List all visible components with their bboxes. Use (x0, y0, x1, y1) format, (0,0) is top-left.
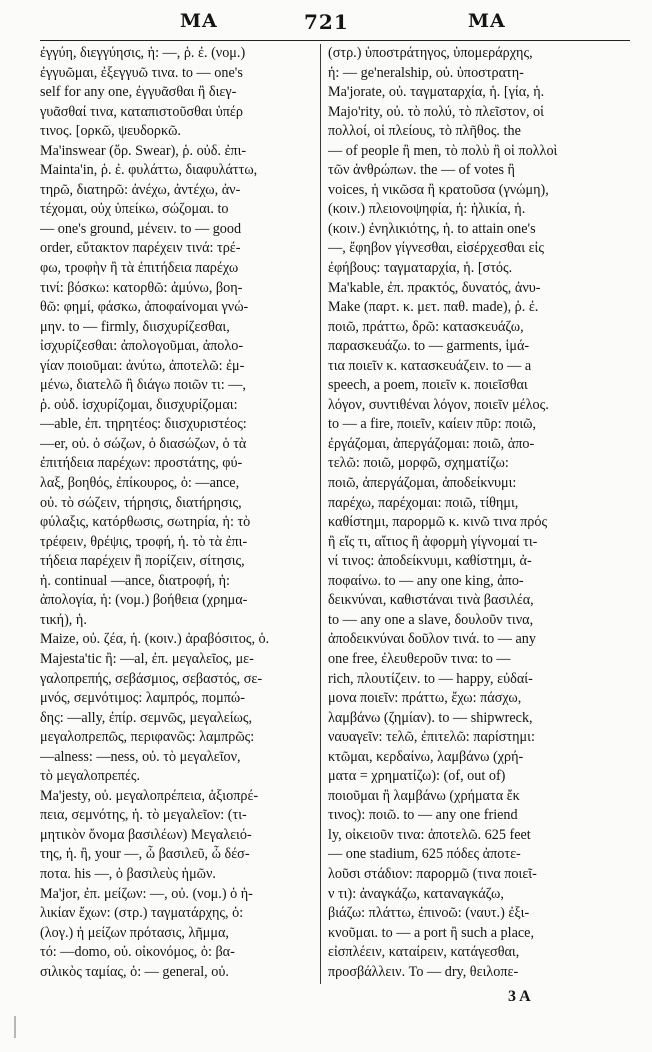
text-line: λόγον, συντιθέναι λόγον, ποιεῖν μέλος. (328, 396, 549, 413)
text-line: speech, a poem, ποιεῖν κ. ποιεῖσθαι (328, 377, 528, 394)
left-column (40, 44, 316, 982)
column-divider (320, 44, 321, 984)
text-line: μένω, διατελῶ ἢ διάγω ποιῶν τι: —, (40, 377, 246, 394)
text-line: (κοιν.) ἐνηλικιότης, ἡ. to attain one's (328, 220, 536, 237)
text-line: της, ἡ. ἢ, your —, ὦ βασιλεῦ, ὦ δέσ- (40, 846, 250, 863)
text-line: ἰσχυρίζεσθαι: ἀπολογοῦμαι, ἀπολο- (40, 338, 244, 355)
text-line: Ma'jor, ἐπ. μείζων: —, οὐ. (νομ.) ὁ ἡ- (40, 885, 253, 902)
text-line: voices, ἡ νικῶσα ἢ κρατοῦσα (γνώμη), (328, 181, 549, 198)
text-line: φύλαξις, κατόρθωσις, σωτηρία, ἡ: τὸ (40, 514, 251, 531)
text-line: ποτα. his —, ὁ βασιλεὺς ἡμῶν. (40, 865, 216, 882)
text-line: σιλικὸς ταμίας, ὁ: — general, οὐ. (40, 963, 229, 980)
text-line: μην. to — firmly, διισχυρίζεσθαι, (40, 318, 230, 335)
text-line: νί τινος: ἀποδείκνυμι, καθίστημι, ἀ- (328, 553, 532, 570)
text-line: one free, ἐλευθεροῦν τινα: to — (328, 650, 511, 667)
text-line: τήδεια παρέχειν ἢ πορίζειν, σίτησις, (40, 553, 245, 570)
text-line: ἀποδεικνύναι δοῦλον τινά. to — any (328, 631, 536, 648)
text-line: ἀπολογία, ἡ: (νομ.) βοήθεια (χρημα- (40, 592, 248, 609)
text-line: πολλοί, οἱ πλείους, τὸ πλῆθος. the (328, 123, 521, 140)
text-line: κνοῦμαι. to — a port ἢ such a place, (328, 924, 535, 941)
text-line: κτῶμαι, κερδαίνω, λαμβάνω (χρή- (328, 748, 524, 765)
text-line: τική), ἡ. (40, 611, 87, 628)
text-line: ἐπιτήδεια παρέχων: προστάτης, φύ- (40, 455, 243, 472)
text-line: θῶ: φημί, φάσκω, ἀποφαίνομαι γνώ- (40, 299, 249, 316)
text-line: ἢ εἴς τι, αἴτιος ἢ ἀφορμὴ γίγνομαί τι- (328, 533, 538, 550)
header-rule (40, 40, 630, 41)
text-line: μονα ποιεῖν: πράττω, ἔχω: πάσχω, (328, 690, 522, 707)
text-line: δεικνύναι, καθιστάναι τινὰ βασιλέα, (328, 592, 534, 609)
running-header (40, 10, 630, 40)
right-column (328, 44, 622, 982)
text-line: εἰσπλέειν, καταίρειν, κατάγεσθαι, (328, 944, 520, 961)
text-line: Maize, οὐ. ζέα, ἡ. (κοιν.) ἀραβόσιτος, ὁ. (40, 631, 270, 648)
text-line: ly, οἰκειοῦν τινα: ἀποτελῶ. 625 feet (328, 826, 531, 843)
text-line: τό: —domo, οὐ. οἰκονόμος, ὁ: βα- (40, 944, 235, 961)
text-line: Ma'kable, ἐπ. πρακτός, δυνατός, ἀνυ- (328, 279, 541, 296)
signature-mark: 3 A (508, 988, 531, 1005)
text-line: ποιῶ, ἀπεργάζομαι, ἀποδείκνυμι: (328, 475, 517, 492)
text-line: ἐργάζομαι, ἀπεργάζομαι: ποιῶ, ἀπο- (328, 435, 535, 452)
text-line: τια ποιεῖν κ. κατασκευάζειν. to — a (328, 357, 532, 374)
text-line: ν τι): ἀναγκάζω, καταναγκάζω, (328, 885, 504, 902)
text-line: (στρ.) ὑποστράτηγος, ὑπομεράρχης, (328, 45, 533, 61)
text-line: τελῶ: ποιῶ, μορφῶ, σχηματίζω: (328, 455, 509, 472)
text-line: μνός, σεμνότιμος: λαμπρός, πομπώ- (40, 690, 245, 707)
text-line: — one stadium, 625 πόδες ἀποτε- (328, 846, 521, 863)
text-line: ματα = χρηματίζω): (of, out of) (328, 768, 506, 785)
text-line: —able, ἐπ. τηρητέος: διισχυριστέος: (40, 416, 247, 433)
text-line: παρέχω, παρέχομαι: ποιῶ, τίθημι, (328, 494, 519, 511)
text-line: λαξ, βοηθός, ἐπίκουρος, ὁ: —ance, (40, 475, 240, 492)
text-line: τινί: βόσκω: κατορθῶ: ἀμύνω, βοη- (40, 279, 243, 296)
page-number: 721 (304, 10, 349, 34)
text-line: ποφαίνω. to — any one king, ἀπο- (328, 572, 524, 589)
text-line: —alness: —ness, οὐ. τὸ μεγαλεῖον, (40, 748, 241, 765)
text-line: Majesta'tic ἢ: —al, ἐπ. μεγαλεῖος, με- (40, 650, 254, 667)
guide-word-left: MA (180, 10, 218, 32)
text-line: μητικὸν ὄνομα βασιλέων) Μεγαλειό- (40, 826, 252, 843)
text-line: οὐ. τὸ σώζειν, τήρησις, διατήρησις, (40, 494, 242, 511)
text-line: ποιοῦμαι ἢ λαμβάνω (χρήματα ἔκ (328, 787, 520, 804)
text-line: φω, τροφὴν ἢ τὰ ἐπιτήδεια παρέχω (40, 260, 239, 277)
text-line: παρασκευάζω. to — garments, ἱμά- (328, 338, 530, 355)
text-line: βιάζω: πλάττω, ἐπινοῶ: (ναυτ.) ἐξι- (328, 905, 530, 922)
text-line: ἡ. continual —ance, διατροφή, ἡ: (40, 572, 230, 589)
text-line: τέχομαι, οὐχ ὑπείκω, σώζομαι. to (40, 201, 229, 218)
text-line: —, ἔφηβον γίγνεσθαι, εἰσέρχεσθαι εἰς (328, 240, 544, 257)
text-line: γίαν ποιοῦμαι: ἀνύτω, ἀποτελῶ: ἐμ- (40, 357, 245, 374)
text-line: τηρῶ, διατηρῶ: ἀνέχω, ἀντέχω, ἀν- (40, 181, 241, 198)
text-line: — one's ground, μένειν. to — good (40, 220, 242, 237)
text-line: Majo'rity, οὐ. τὸ πολύ, τὸ πλεῖστον, οἱ (328, 103, 544, 120)
text-line: ἐγγυῶμαι, ἐξεγγυῶ τινα. to — one's (40, 64, 243, 81)
scan-edge-mark (14, 1016, 16, 1038)
text-line: ἐφήβους: ταγματαρχία, ἡ. [στός. (328, 260, 513, 277)
text-line: ἡ: — ge'neralship, οὐ. ὑποστρατη- (328, 64, 524, 81)
text-line: τὸ μεγαλοπρεπές. (40, 768, 141, 785)
text-line: order, εὔτακτον παρέχειν τινά: τρέ- (40, 240, 241, 257)
text-line: προσβάλλειν. To — dry, θειλοπε- (328, 963, 519, 980)
guide-word-right: MA (468, 10, 506, 32)
text-line: ναυαγεῖν: τελῶ, ἐπιτελῶ: παρίστημι: (328, 729, 535, 746)
text-line: self for any one, ἐγγυᾶσθαι ἢ διεγ- (40, 84, 237, 101)
text-line: λικίαν ἔχων: (στρ.) ταγματάρχης, ὁ: (40, 905, 244, 922)
text-line: Ma'jorate, οὐ. ταγματαρχία, ἡ. [γία, ἡ. (328, 84, 545, 101)
text-line: rich, πλουτίζειν. to — happy, εὐδαί- (328, 670, 533, 687)
text-line: τρέφειν, θρέψις, τροφή, ἡ. τὸ τὰ ἐπι- (40, 533, 248, 550)
text-line: (λογ.) ἡ μείζων πρότασις, λῆμμα, (40, 924, 229, 941)
text-line: λοῦσι στάδιον: παρορμῶ (τινα ποιεῖ- (328, 865, 537, 882)
text-line: τῶν ἀνθρώπων. the — of votes ἢ (328, 162, 515, 179)
text-line: to — any one a slave, δουλοῦν τινα, (328, 611, 534, 628)
text-line: ἐγγύη, διεγγύησις, ἡ: —, ῥ. ἐ. (νομ.) (40, 45, 246, 61)
text-line: Ma'jesty, οὐ. μεγαλοπρέπεια, ἀξιοπρέ- (40, 787, 259, 804)
text-line: λαμβάνω (ζημίαν). to — shipwreck, (328, 709, 533, 726)
text-line: ῥ. οὐδ. ἰσχυρίζομαι, διισχυρίζομαι: (40, 396, 238, 413)
text-line: Make (παρτ. κ. μετ. παθ. made), ῥ. ἐ. (328, 299, 539, 316)
text-line: γαλοπρεπής, σεβάσμιος, σεβαστός, σε- (40, 670, 263, 687)
text-line: τινος): ποιῶ. to — any one friend (328, 807, 518, 824)
text-line: (κοιν.) πλειονοψηφία, ἡ: ἡλικία, ἡ. (328, 201, 526, 218)
text-line: καθίστημι, παρορμῶ κ. κινῶ τινα πρός (328, 514, 548, 531)
text-line: —er, οὐ. ὁ σώζων, ὁ διασώζων, ὁ τὰ (40, 435, 247, 452)
text-line: τινος. [ορκῶ, ψευδορκῶ. (40, 123, 181, 140)
text-line: Ma'inswear (ὅρ. Swear), ῥ. οὐδ. ἐπι- (40, 142, 247, 159)
text-line: Mainta'in, ῥ. ἐ. φυλάττω, διαφυλάττω, (40, 162, 258, 179)
text-line: μεγαλοπρεπῶς, περιφανῶς: λαμπρῶς: (40, 729, 255, 746)
text-line: ποιῶ, πράττω, δρῶ: κατασκευάζω, (328, 318, 524, 335)
text-line: γυᾶσθαί τινα, καταπιστοῦσθαι ὑπέρ (40, 103, 243, 120)
text-line: δης: —ally, ἐπίρ. σεμνῶς, μεγαλείως, (40, 709, 253, 726)
text-line: πεια, σεμνότης, ἡ. τὸ μεγαλεῖον: (τι- (40, 807, 247, 824)
text-line: to — a fire, ποιεῖν, καίειν πῦρ: ποιῶ, (328, 416, 537, 433)
text-line: — of people ἢ men, τὸ πολὺ ἢ οἱ πολλοὶ (328, 142, 558, 159)
